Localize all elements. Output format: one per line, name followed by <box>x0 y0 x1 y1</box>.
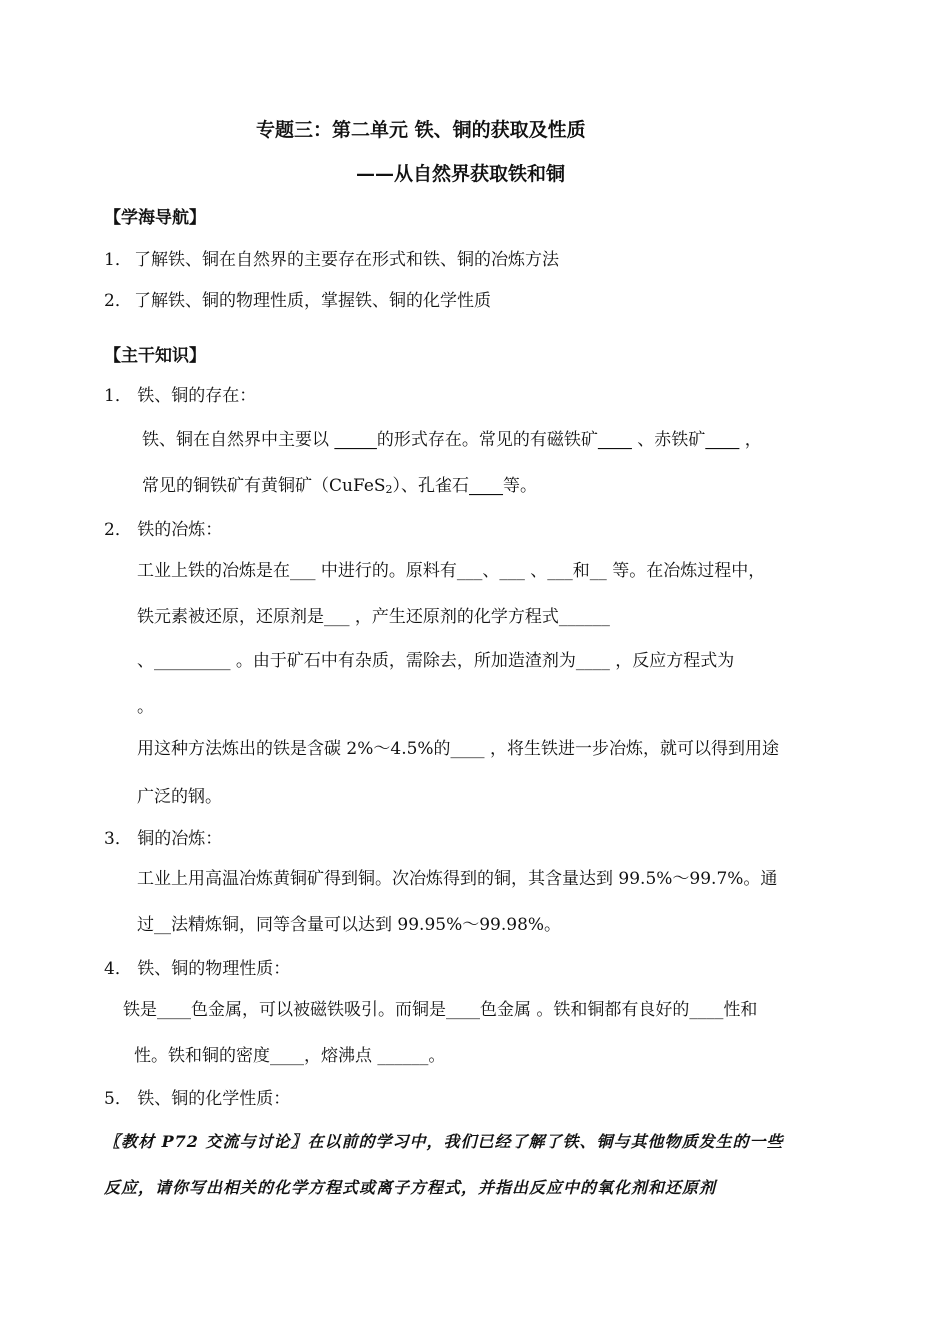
section-2-line-2: 铁元素被还原，还原剂是___ ，产生还原剂的化学方程式______ <box>137 607 610 627</box>
section-2-line-6: 广泛的钢。 <box>137 787 222 807</box>
text-span: 的形式存在。常见的有磁铁矿 <box>376 430 598 450</box>
fill-blank[interactable]: ____ <box>597 430 632 450</box>
nav-item-1 <box>104 248 559 272</box>
section-2-line-3: 、_________ 。由于矿石中有杂质，需除去，所加造渣剂为____ ，反应方程式为 <box>137 651 735 671</box>
section-4-line-1: 铁是____色金属，可以被磁铁吸引。而铜是____色金属 。铁和铜都有良好的____性和 <box>123 1000 758 1020</box>
section-1-line-2 <box>142 474 537 498</box>
text-span: 等。 <box>503 476 538 496</box>
section-4-heading: 4． 铁、铜的物理性质： <box>104 959 291 979</box>
section-1-line-1 <box>142 428 762 452</box>
section-2-line-5: 用这种方法炼出的铁是含碳 2%～4.5%的____ ，将生铁进一步冶炼，就可以得到用途 <box>137 739 779 759</box>
section-5-discussion-line-1: 〖教材 P72 交流与讨论〗在以前的学习中，我们已经了解了铁、铜与其他物质发生的一些 <box>104 1132 784 1151</box>
document-title: 专题三：第二单元 铁、铜的获取及性质 <box>256 119 586 141</box>
nav-item-2-text: 了解铁、铜的物理性质，掌握铁、铜的化学性质 <box>134 291 491 311</box>
section-3-line-2: 过__法精炼铜，同等含量可以达到 99.95%～99.98%。 <box>137 915 562 935</box>
fill-blank[interactable]: _____ <box>334 430 377 450</box>
nav-item-1-text: 了解铁、铜在自然界的主要存在形式和铁、铜的冶炼方法 <box>134 250 559 270</box>
text-span: 、赤铁矿 <box>631 430 706 450</box>
section-1-heading: 1． 铁、铜的存在： <box>104 386 257 406</box>
fill-blank[interactable]: ____ <box>469 476 504 496</box>
knowledge-heading: 【主干知识】 <box>104 346 206 366</box>
section-2-heading: 2． 铁的冶炼： <box>104 520 223 540</box>
nav-item-2 <box>104 289 491 313</box>
section-5-heading: 5． 铁、铜的化学性质： <box>104 1089 291 1109</box>
nav-item-1-num: 1． <box>104 250 132 270</box>
text-span: ）、孔雀石 <box>392 476 470 496</box>
fill-blank[interactable]: ____ <box>705 430 740 450</box>
nav-heading: 【学海导航】 <box>104 208 206 228</box>
subscript: 2 <box>385 483 393 496</box>
text-span: 常见的铜铁矿有黄铜矿（CuFeS <box>142 476 386 496</box>
section-5-discussion-line-2: 反应，请你写出相关的化学方程式或离子方程式，并指出反应中的氧化剂和还原剂 <box>104 1178 717 1197</box>
section-4-line-2: 性。铁和铜的密度____，熔沸点 ______。 <box>134 1046 446 1066</box>
nav-item-2-num: 2． <box>104 291 132 311</box>
section-3-line-1: 工业上用高温冶炼黄铜矿得到铜。次冶炼得到的铜，其含量达到 99.5%～99.7%。通 <box>137 869 778 889</box>
section-3-heading: 3． 铜的冶炼： <box>104 829 223 849</box>
document-subtitle: ——从自然界获取铁和铜 <box>356 163 566 185</box>
section-2-line-1: 工业上铁的冶炼是在___ 中进行的。原料有___、___ 、___和__ 等。在冶炼过程中， <box>137 561 766 581</box>
text-span: ， <box>739 430 762 450</box>
text-span: 铁、铜在自然界中主要以 <box>142 430 335 450</box>
section-2-line-4: 。 <box>137 697 154 717</box>
